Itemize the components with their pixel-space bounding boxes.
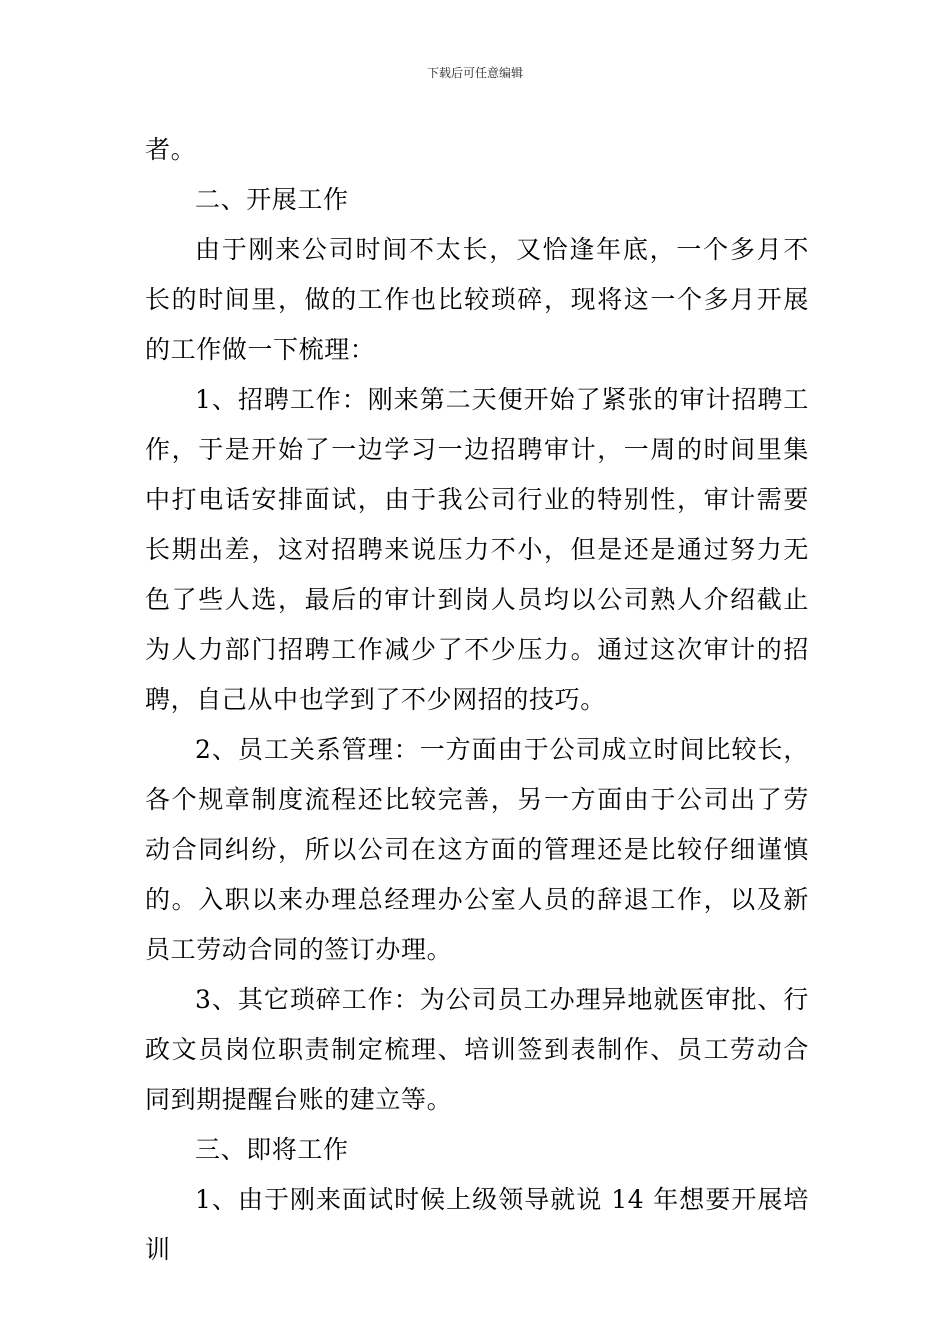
paragraph-recruitment: 1、招聘工作：刚来第二天便开始了紧张的审计招聘工作，于是开始了一边学习一边招聘审计，一周的时间里集中打电话安排面试，由于我公司行业的特别性，审计需要长期出差，这对招聘来说压力不小，但是还是通过努力无色了些人选，最后的审计到岗人员均以公司熟人介绍截止为人力部门招聘工作减少了不少压力。通过这次审计的招聘，自己从中也学到了不少网招的技巧。 bbox=[145, 385, 809, 714]
paragraph-continuation: 者。 bbox=[145, 135, 197, 164]
paragraph-upcoming-training: 1、由于刚来面试时候上级领导就说 14 年想要开展培训 bbox=[145, 1185, 809, 1264]
section-heading-2: 二、开展工作 bbox=[195, 185, 349, 214]
paragraph-employee-relations: 2、员工关系管理：一方面由于公司成立时间比较长，各个规章制度流程还比较完善，另一方面由于公司出了劳动合同纠纷，所以公司在这方面的管理还是比较仔细谨慎的。入职以来办理总经理办公室人员的辞退工作，以及新员工劳动合同的签订办理。 bbox=[145, 735, 809, 964]
paragraph-other-tasks: 3、其它琐碎工作：为公司员工办理异地就医审批、行政文员岗位职责制定梳理、培训签到表制作、员工劳动合同到期提醒台账的建立等。 bbox=[145, 985, 809, 1114]
page-header: 下载后可任意编辑 bbox=[426, 66, 523, 80]
paragraph-intro: 由于刚来公司时间不太长，又恰逢年底，一个多月不长的时间里，做的工作也比较琐碎，现将这一个多月开展的工作做一下梳理： bbox=[145, 235, 809, 364]
section-heading-3: 三、即将工作 bbox=[195, 1135, 349, 1164]
document-body bbox=[145, 125, 809, 1275]
